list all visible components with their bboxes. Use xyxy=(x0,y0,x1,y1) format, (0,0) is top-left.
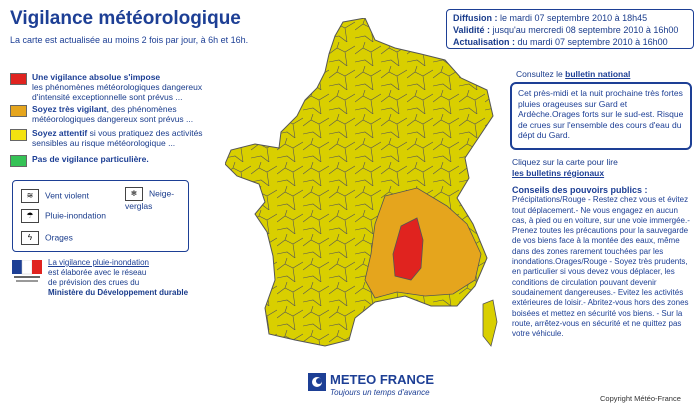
actualisation-value: du mardi 07 septembre 2010 à 16h00 xyxy=(517,37,668,47)
actualisation-label: Actualisation : xyxy=(453,37,516,47)
legend-green-title: Pas de vigilance particulière. xyxy=(32,154,149,164)
rain-icon: ☂ xyxy=(21,209,39,223)
pheno-orages-label: Orages xyxy=(45,232,73,243)
meteo-france-logo[interactable] xyxy=(308,371,448,401)
page-title: Vigilance météorologique xyxy=(10,8,241,29)
advice-title: Conseils des pouvoirs publics : xyxy=(512,185,648,195)
national-bulletin-box: Cet près-midi et la nuit prochaine très fortes pluies orageuses sur Gard et Ardèche.Orages forts sur le sud-est. Risque de crues sur l'ensemble des cours d'eau du dépt du Gard. xyxy=(510,82,692,150)
yellow-swatch xyxy=(10,129,27,141)
validite-value: jusqu'au mercredi 08 septembre 2010 à 16h00 xyxy=(492,25,679,35)
legend-red-text: les phénomènes météorologiques dangereux d'intensité exceptionnelle sont prévus ... xyxy=(32,82,203,102)
phenomena-legend xyxy=(12,180,189,252)
diffusion-value: le mardi 07 septembre 2010 à 18h45 xyxy=(500,13,648,23)
red-swatch xyxy=(10,73,27,85)
corsica-shape[interactable] xyxy=(483,300,497,346)
pheno-orages xyxy=(21,231,73,245)
orange-swatch xyxy=(10,105,27,117)
advice-text: Précipitations/Rouge - Restez chez vous et évitez tout déplacement.- Ne vous engagez en aucun cas, à pied ou en voiture, sur une voie immergée.- Prenez toutes les précautions pour la sauvegarde de vos biens face à la montée des eaux, même dans des zones rarement touchées par les inondations.Orages/Rouge - Soyez très prudents, en particulier si vous devez vous déplacer, les conditions de circulation pouvant devenir soudainement dangereuses.- Evitez les activités extérieures de loisir.- Abritez-vous hors des zones boisées et mettez en sécurité vos biens. - Sur la route, arrêtez-vous en sécurité et ne quittez pas votre véhicule. xyxy=(512,195,690,339)
france-vigilance-map[interactable] xyxy=(225,18,515,363)
national-bulletin-link[interactable]: bulletin national xyxy=(565,69,631,79)
brand-name: METEO FRANCE xyxy=(330,372,434,387)
pheno-vent-label: Vent violent xyxy=(45,190,89,201)
pheno-pluie xyxy=(21,209,106,223)
pheno-neige xyxy=(125,187,188,211)
validite-label: Validité : xyxy=(453,25,491,35)
legend-orange-title: Soyez très vigilant xyxy=(32,104,107,114)
green-swatch xyxy=(10,155,27,167)
diffusion-label: Diffusion : xyxy=(453,13,498,23)
legend-orange-text: , des phénomènes météorologiques dangereux sont prévus ... xyxy=(32,104,194,124)
click-text: Cliquez sur la carte pour lire xyxy=(512,157,618,167)
consult-prefix: Consultez le xyxy=(516,69,566,79)
ministry-line4: Ministère du Développement durable xyxy=(48,288,189,297)
wind-icon: ≋ xyxy=(21,189,39,203)
public-advice xyxy=(512,185,692,339)
ministry-logo-icon xyxy=(12,260,42,284)
pluie-inondation-link[interactable]: La vigilance pluie-inondation xyxy=(48,258,149,267)
legend-red xyxy=(10,72,210,102)
brand-tagline: Toujours un temps d'avance xyxy=(330,388,430,397)
pheno-vent xyxy=(21,189,89,203)
legend-red-title: Une vigilance absolue s'impose xyxy=(32,72,161,82)
meteo-france-emblem-icon xyxy=(308,373,326,391)
pheno-pluie-label: Pluie-inondation xyxy=(45,210,106,221)
legend-yellow xyxy=(10,128,210,148)
regional-bulletins-link[interactable]: les bulletins régionaux xyxy=(512,168,605,178)
copyright: Copyright Météo-France xyxy=(600,394,681,403)
pheno-neige-label: Neige-verglas xyxy=(125,188,175,211)
consult-line xyxy=(516,69,630,79)
legend-yellow-text: si vous pratiquez des activités sensibles au risque météorologique ... xyxy=(32,128,203,148)
snowflake-icon: ❄ xyxy=(125,187,143,201)
regional-click-note xyxy=(512,157,618,179)
legend-green xyxy=(10,154,210,164)
ministry-line3: de prévision des crues du xyxy=(48,278,140,287)
lightning-icon: ϟ xyxy=(21,231,39,245)
page-subtitle: La carte est actualisée au moins 2 fois par jour, à 6h et 16h. xyxy=(10,35,249,45)
legend-yellow-title: Soyez attentif xyxy=(32,128,88,138)
ministry-note xyxy=(12,258,202,298)
legend-orange xyxy=(10,104,210,124)
departments-borders xyxy=(225,18,493,346)
ministry-line2: est élaborée avec le réseau xyxy=(48,268,147,277)
